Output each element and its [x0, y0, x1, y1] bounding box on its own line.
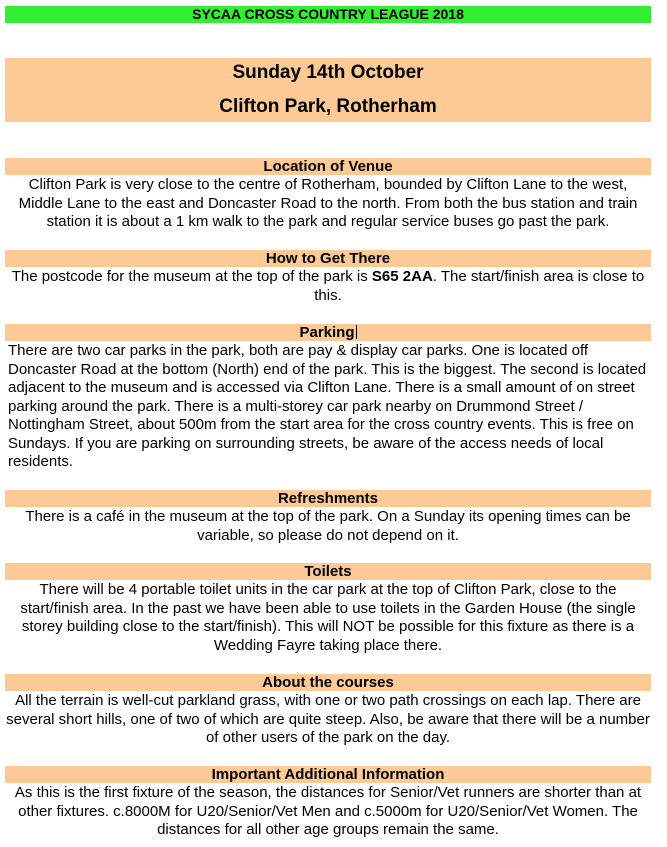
section-text: There will be 4 portable toilet units in the car park at the top of Clifton Park, close to the start/finish area. In the past we have been able to use toilets in the Garden House (the single storey building close to the start/finish). This will NOT be possible for this fixture as there is a Wedding Fayre taking place there.	[20, 581, 636, 654]
section-text: There are two car parks in the park, both are pay & display car parks. One is located off Doncaster Road at the bottom (North) end of the park. This is the biggest. The second is located adjacent to the museum and is accessed via Clifton Lane. There is a small amount of on street parking around the park. There is a multi-storey car park nearby on Drummond Street / Nottingham Street, about 500m from the start area for the cross country events. This is free on Sundays. If you are parking on surrounding streets, be aware of the access needs of local residents.	[8, 342, 647, 470]
section-heading: Important Additional Information	[5, 766, 651, 783]
section-text: There is a café in the museum at the top of the park. On a Sunday its opening times can be variable, so please do not depend on it.	[25, 508, 631, 544]
section-how-to-get-there	[5, 250, 651, 305]
event-venue: Clifton Park, Rotherham	[219, 96, 437, 117]
section-text: As this is the first fixture of the season, the distances for Senior/Vet runners are shorter than at other fixtures. c.8000M for U20/Senior/Vet Men and c.5000m for U20/Senior/Vet Women. The distances for all other age groups remain the same.	[14, 784, 642, 838]
section-courses	[5, 674, 651, 748]
section-text	[5, 268, 651, 305]
event-header	[5, 58, 651, 122]
section-text: Clifton Park is very close to the centre of Rotherham, bounded by Clifton Lane to the west, Middle Lane to the east and Doncaster Road to the north. From both the bus station and train station it is about a 1 km walk to the park and regular service buses go past the park.	[18, 176, 638, 230]
section-refreshments	[5, 490, 651, 545]
section-parking	[5, 324, 651, 472]
section-heading: Toilets	[5, 563, 651, 580]
event-date: Sunday 14th October	[232, 62, 424, 83]
league-title-banner: SYCAA CROSS COUNTRY LEAGUE 2018	[5, 6, 651, 23]
section-heading	[5, 324, 651, 341]
section-heading: About the courses	[5, 674, 651, 691]
postcode: S65 2AA	[371, 268, 433, 285]
section-heading: How to Get There	[5, 250, 651, 267]
text-cursor	[356, 325, 357, 339]
section-heading: Refreshments	[5, 490, 651, 507]
section-toilets	[5, 563, 651, 655]
section-heading: Location of Venue	[5, 158, 651, 175]
section-important-info	[5, 766, 651, 840]
text-before-postcode: The postcode for the museum at the top of the park is	[11, 268, 372, 285]
heading-text: Parking	[299, 324, 355, 341]
text-after-postcode: . The start/finish area is close to this.	[314, 268, 645, 304]
section-text: All the terrain is well-cut parkland grass, with one or two path crossings on each lap. There are several short hills, one of two of which are quite steep. Also, be aware that there will be a number of other users of the park on the day.	[6, 692, 650, 746]
section-location	[5, 158, 651, 232]
